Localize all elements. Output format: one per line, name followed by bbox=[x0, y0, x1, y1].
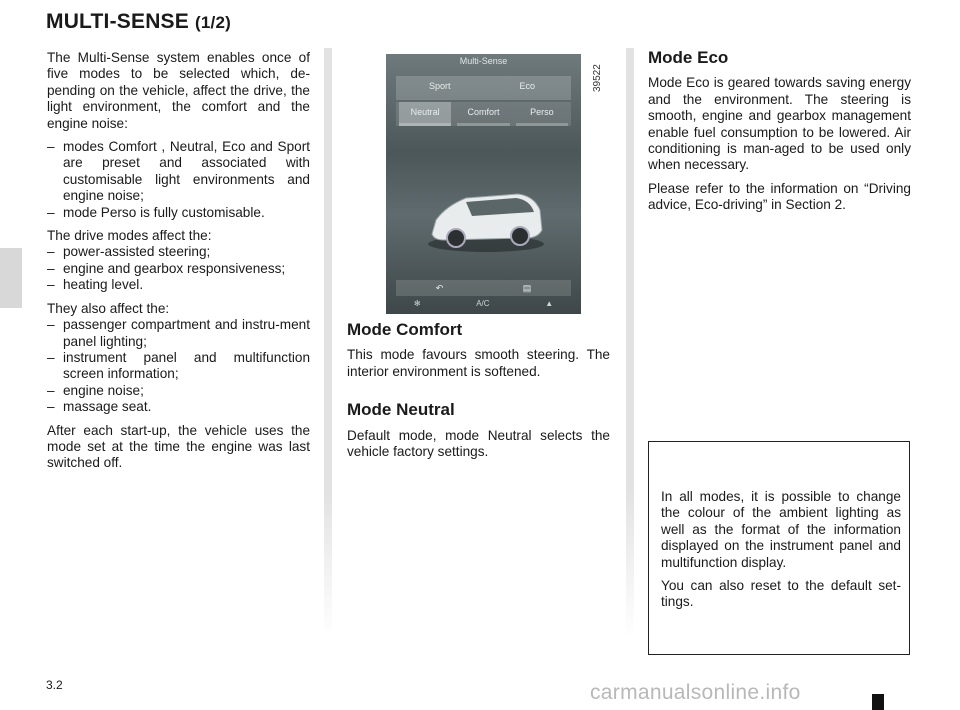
note-box bbox=[648, 441, 910, 655]
column-divider bbox=[324, 48, 332, 638]
mode-eco-text: Mode Eco is geared towards saving energy and the environment. The steering is smooth, engine and gearbox management enable fuel consumption to be lowered. Air conditioning is man-aged to be used only when necessary. bbox=[648, 75, 911, 173]
list-item: – instrument panel and multifunction screen information; bbox=[47, 350, 310, 383]
drive-modes-intro: The drive modes affect the: bbox=[47, 228, 212, 244]
mode-comfort-text: This mode favours smooth steering. The interior environment is softened. bbox=[347, 347, 610, 379]
list-item: – heating level. bbox=[47, 277, 310, 293]
left-column bbox=[47, 50, 310, 479]
tab-comfort: Comfort bbox=[457, 102, 509, 126]
page-corner-marker bbox=[872, 694, 884, 710]
middle-column bbox=[347, 322, 610, 467]
tab-eco: Eco bbox=[519, 81, 535, 91]
list-item: – passenger compartment and instru-ment panel lighting; bbox=[47, 317, 310, 350]
page-title bbox=[46, 10, 231, 34]
right-column bbox=[648, 50, 911, 221]
mode-comfort-heading: Mode Comfort bbox=[347, 320, 463, 339]
mode-eco-heading: Mode Eco bbox=[648, 48, 729, 67]
screen-tabs-bottom bbox=[396, 102, 571, 126]
list-item: – engine noise; bbox=[47, 383, 310, 399]
title-part-indicator: (1/2) bbox=[195, 13, 231, 32]
car-icon bbox=[426, 184, 546, 254]
ac-label: A/C bbox=[476, 299, 490, 308]
back-arrow-icon: ↶ bbox=[435, 282, 444, 293]
screen-bottom-bar bbox=[396, 280, 571, 296]
defrost-icon: ▲ bbox=[545, 299, 554, 308]
column-divider bbox=[626, 48, 634, 638]
eco-reference-text: Please refer to the information on “Driving advice, Eco-driving” in Section 2. bbox=[648, 180, 911, 213]
also-affect-intro: They also affect the: bbox=[47, 300, 170, 316]
list-item: – engine and gearbox responsiveness; bbox=[47, 261, 310, 277]
title-text: MULTI-SENSE bbox=[46, 10, 189, 33]
intro-list bbox=[47, 139, 310, 221]
closing-paragraph: After each start-up, the vehicle uses the mode set at the time the engine was last switched off. bbox=[47, 422, 310, 471]
intro-paragraph: The Multi-Sense system enables once of five modes to be selected which, de-pending on the vehicle, affect the drive, the light environment, the comfort and the engine noise: bbox=[47, 50, 310, 131]
multi-sense-screen-illustration bbox=[386, 54, 581, 314]
menu-icon: ▤ bbox=[522, 282, 532, 293]
page-number: 3.2 bbox=[46, 678, 63, 692]
mode-neutral-text: Default mode, mode Neutral selects the vehicle factory settings. bbox=[347, 427, 610, 460]
list-item: – massage seat. bbox=[47, 399, 310, 415]
watermark: carmanualsonline.info bbox=[590, 681, 801, 704]
drive-modes-list bbox=[47, 244, 310, 293]
tab-neutral: Neutral bbox=[399, 102, 451, 126]
also-affect-list bbox=[47, 317, 310, 415]
list-item: – modes Comfort , Neutral, Eco and Sport are preset and associated with customisable light environments and engine noise; bbox=[47, 139, 310, 205]
section-tab-marker bbox=[0, 248, 22, 308]
fan-icon: ✻ bbox=[413, 299, 421, 308]
note-paragraph: You can also reset to the default set-tings. bbox=[661, 578, 901, 610]
figure-reference-number: 39522 bbox=[592, 64, 603, 92]
note-content bbox=[661, 489, 901, 618]
screen-climate-icons bbox=[386, 299, 581, 308]
list-item: – mode Perso is fully customisable. bbox=[47, 205, 310, 221]
tab-sport: Sport bbox=[428, 81, 451, 91]
list-item: – power-assisted steering; bbox=[47, 244, 310, 260]
mode-neutral-heading: Mode Neutral bbox=[347, 400, 455, 420]
screen-header: Multi-Sense bbox=[459, 56, 508, 66]
tab-perso: Perso bbox=[516, 102, 568, 126]
note-paragraph: In all modes, it is possible to change the colour of the ambient lighting as well as the format of the information displayed on the instrument panel and multifunction display. bbox=[661, 489, 901, 570]
screen-tabs-top bbox=[396, 76, 571, 100]
